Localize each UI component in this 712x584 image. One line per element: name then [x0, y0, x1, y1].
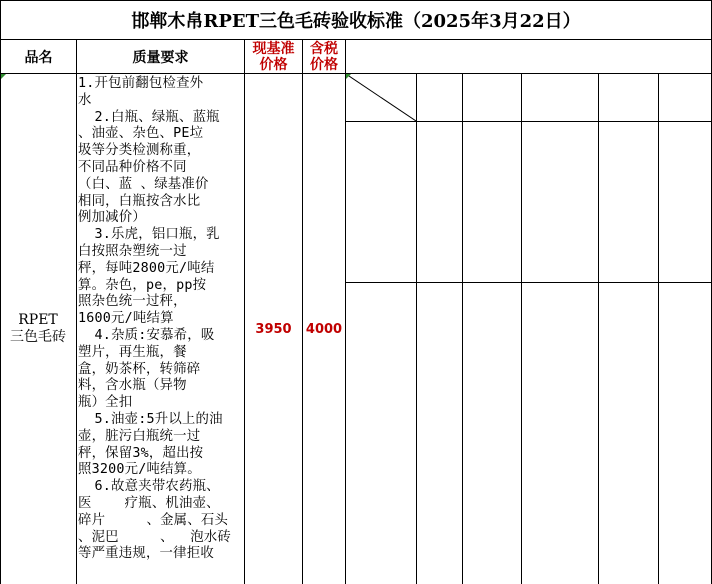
requirement-line: 碎片 、金属、石头	[78, 512, 229, 528]
product-name-line: RPET	[18, 312, 58, 328]
header-name: 品名	[24, 50, 53, 66]
base-price-value: 3950	[255, 321, 292, 337]
grid-line	[0, 0, 712, 1]
requirement-line: 照3200元/吨结算。	[78, 462, 201, 478]
grid-line	[598, 74, 599, 584]
requirement-line: 2.白瓶、绿瓶、蓝瓶	[78, 109, 220, 125]
requirement-line: 瓶）全扣	[78, 395, 133, 411]
product-name-cell	[0, 74, 76, 584]
requirement-line: 1.开包前翻包检查外	[78, 76, 204, 91]
requirement-line: 、泥巴 、 泡水砖	[78, 529, 231, 545]
grid-line	[462, 74, 463, 584]
requirement-line: 照杂色统一过秤，	[78, 294, 187, 310]
requirement-line: 算。杂色，pe，pp按	[78, 277, 207, 293]
product-name-line: 三色毛砖	[10, 329, 66, 345]
grid-line	[76, 39, 77, 584]
requirement-line: 不同品种价格不同	[78, 159, 187, 175]
grid-line	[658, 74, 659, 584]
requirement-line: 3.乐虎，铝口瓶，乳	[78, 227, 220, 243]
quality-requirements-cell	[78, 76, 244, 563]
requirement-line: 医 疗瓶、机油壶、	[78, 495, 220, 511]
requirement-line: 1600元/吨结算	[78, 311, 174, 327]
requirement-line: 塑片，再生瓶，餐	[78, 344, 187, 360]
header-base-price: 现基准 价格	[252, 41, 295, 73]
requirement-line: 秤，保留3%，超出按	[78, 445, 204, 461]
requirement-line: 5.油壶:5升以上的油	[78, 411, 223, 427]
requirement-line: 4.杂质:安慕希，吸	[78, 327, 215, 343]
requirement-line: 壶，脏污白瓶统一过	[78, 428, 201, 444]
sheet-title: 邯郸木帛RPET三色毛砖验收标准（2025年3月22日）	[131, 11, 581, 32]
requirement-line: 6.故意夹带农药瓶、	[78, 479, 220, 495]
requirement-line: 白按照杂塑统一过	[78, 243, 187, 259]
requirement-line: 相同，白瓶按含水比	[78, 193, 201, 209]
requirement-line: 盒，奶茶杯，转筛碎	[78, 361, 201, 377]
requirement-line: 、油壶、杂色、PE垃	[78, 126, 204, 142]
header-quality: 质量要求	[132, 50, 189, 66]
grid-line	[416, 74, 417, 584]
requirement-line: 例加减价）	[78, 210, 146, 226]
cell-marker-icon	[346, 74, 351, 79]
requirement-line: 圾等分类检测称重，	[78, 143, 201, 159]
requirement-line: 水	[78, 92, 92, 108]
header-tax-price: 含税 价格	[310, 41, 338, 73]
requirement-line: （白、蓝 、绿基准价	[78, 176, 209, 192]
grid-line	[521, 74, 522, 584]
requirement-line: 秤，每吨2800元/吨结	[78, 260, 215, 276]
tax-price-value: 4000	[305, 321, 343, 337]
requirement-line: 料，含水瓶（异物	[78, 378, 187, 394]
requirement-line: 等严重违规，一律拒收	[78, 546, 214, 562]
diagonal-line	[346, 74, 416, 122]
